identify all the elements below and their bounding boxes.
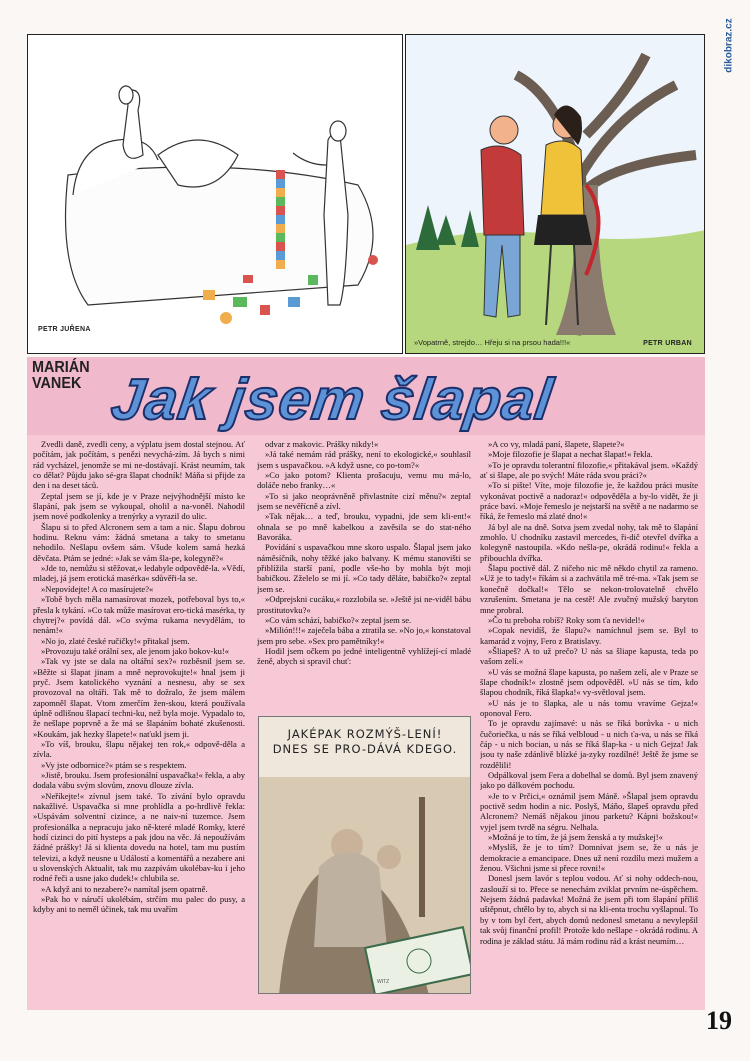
paragraph: »Odprejskni cucáku,« rozzlobila se. »Ještě jsi ne-viděl bábu prostitutovku?« [257,594,471,615]
paragraph: »To je opravdu tolerantní filozofie,« přitakával jsem. »Každý ať si šlape, ale po svých! Máte ráda svou práci?« [480,459,698,481]
paragraph: »Provozuju také orální sex, ale jenom jako bokov-ku!« [41,645,229,656]
article-title: Jak jsem šlapal [107,367,558,432]
cartoon-left-credit: PETR JUŘENA [38,326,91,333]
paragraph: »To si pište! Víte, moje filozofie je, že každou práci musíte vykonávat poctivě a nadoraz!« odpověděla a by-lo vidět, že ji práce baví. »Moje řemeslo je nejstarší na světě a ne nadarmo se říká, že řemeslo má zlaté dno!« [480,480,698,522]
paragraph: »A co vy, mladá paní, šlapete, šlapete?« [488,439,625,449]
paragraph: »Co jako potom? Klienta prošacuju, vemu mu má-lo, doláče nebo franky…« [257,470,471,491]
paragraph: »Moje filozofie je šlapat a nechat šlapat!« řekla. [488,449,653,460]
vintage-photo-illustration [258,716,471,994]
paragraph: Povídání s uspavačkou mne skoro uspalo. Šlapal jsem jako náměsíčník, nohy těžké jako balvany. K mému stanovišti se přiblížila starší paní, podle vše-ho by mohla být moji babičkou. Zželelo se mi jí. »Co tady děláte, babičko?« zeptal jsem se. [257,542,471,594]
paragraph: Já byl ale na dně. Sotva jsem zvedal nohy, tak mě to šlapání zmohlo. U chodníku zastavil mercedes, ři-dič otevřel dvířka a kolegyně nastoupila. »Kdo nešla-pe, okrádá rodinu!« řekla a přibouchla dvířka. [480,521,698,563]
paragraph: »Neříkejte!« zívnul jsem také. To zívání bylo opravdu nakažlivé. Uspavačka si mne prohlídla a po-hrdlivě řekla: »Uspávám solventní cizince, a ne naiv-ní tuzemce. Jsem profesionálka a nepracuju jako ně-které mladé Romky, které hodí cizinci do pití hysteps a pak jdou na věc. Já nepoužívám žádné prášky! Já si klienta dovedu na hotel, tam mu pustím televizi, a když neusne u Událostí a komentářů a nezabere ani u slovenských Aktualit, tak mu zazpívám ukolébav-ku i jeho rodné řeči a usne jako dudek!« chlubila se. [33,790,245,884]
paragraph: Zeptal jsem se jí, kde je v Praze nejvýhodnější místo ke šlapání, pak jsem se vykoupal, oholil a na-voněl. Nahodil jsem nové podkolenky a trenýrky a vyrazil do ulic. [33,490,245,522]
paragraph: »To si jako neoprávněně přivlastníte cizí měnu?« zeptal jsem se nevěřícně a zívl. [257,490,471,512]
article-author [32,360,96,392]
paragraph: Zvedli daně, zvedli ceny, a výplatu jsem dostal stejnou. Ať počítám, jak počítám, s penězi nevychá-zím. Já bych s nimi rád vycházel, jenomže se mi ne-dostávají. Krást neumím, tak co dělat? Půjdu jako sé-gra šlapat chodník! Máňa si přijde za den i na deset táců. [33,439,245,491]
cartoon-right-credit: PETR URBAN [643,340,692,347]
paragraph: »Já také nemám rád prášky, není to ekologické,« souhlasil jsem s uspavačkou. »A když usne, co po-tom?« [257,449,471,470]
paragraph: »Copak nevidíš, že šlapu?« namíchnul jsem se. Byl to kamarád z vojny, Fero z Bratislavy. [480,625,698,646]
paragraph: »Šliapeš? A to už prečo? U nás sa šliape kapusta, teda po vašom zelí.« [480,645,698,667]
paragraph: Odpálkoval jsem Fera a dobelhal se domů. Byl jsem znavený jako po dálkovém pochodu. [480,770,698,791]
paragraph: Hodil jsem očkem po jedné inteligentně vyhlížejí-cí mladé ženě, abych si spravil chuť: [257,645,471,667]
article-column-2 [257,439,471,711]
cartoon-right-caption: »Vopatrně, strejdo… Hřeju si na prsou hada!!!« [414,338,571,347]
paragraph: »Tobě bych měla namasírovat mozek, potřeboval bys to,« přesla k tykání. »Co tak může masírovat ero-tická masérka, ty chytrej?« povídá dál. »Co svýma rukama nevydělám, to nenám!« [33,594,245,636]
paragraph: »Nepovídejte! A co masírujete?« [41,583,154,594]
paragraph: »Jistě, brouku. Jsem profesionální uspavačka!« řekla, a aby dodala vábu svým slovům, znovu dlouze zívla. [33,770,245,791]
paragraph: »A když ani to nezabere?« namítal jsem opatrně. [41,883,208,894]
website-url: dikobraz.cz [723,18,735,73]
paragraph: Šlapu si to před Alcronem sem a tam a nic. Šlapu dobrou hodinu. Reknu vám: žádná smetana a taky to smetanu nehodilo. Nešlapu ovšem sám. Všude kolem samá hezká děvčata. Ptám se jedné: »Jak se vám šla-pe, kolegyně?« [33,521,245,563]
author-first-name: MARIÁN [32,359,90,376]
paragraph: To je opravdu zajímavé: u nás se říká borůvka - u nich čučoriečka, u nás se říká velbloud - u nich ťa-va, u nás se říká čáp - u nich bocian, u nás se říká šlap-ka - u nich Gejza! Jak jsou ty naše zdánlivě blízké ja-zyky rozdílné! Ještě že jsme se rozdělili! [480,718,698,770]
paragraph: »U vás se možná šlape kapusta, po našem zelí, ale v Praze se šlape chodník!« zlostně jsem odpověděl. »U nás se tím, kdo šlapou chodník, říká šlapka!« vy-světloval jsem. [480,666,698,698]
cartoon-right [405,34,705,354]
paragraph: »Pak ho v náručí ukolébám, strčím mu palec do pusy, a kdyby ani to neměl účinek, tak mu uvařím [33,894,245,915]
paragraph: »Tak nějak… a teď, brouku, vypadni, jde sem kli-ent!« ohnala se po mně kabelkou a zavěsila se do stat-ného Bavoráka. [257,511,471,543]
paragraph: »Tak vy jste se dala na oltářní sex?« rozběsnil jsem se. »Běžte si šlapat jinam a mně neprovokujte!« hnal jsem ji pryč. Jsem katolického vyznání a nesnesu, aby se sex provozoval na oltáři. Tak mě to dožralo, že jsem málem zapomněl šlapat. Vtom zmerčím žen-skou, která používala úplně odlišnou šlapací techni-ku, než byla moje. Vypadalo to, že nešlape poprvně a že má se šlapáním bohaté zkušenosti. »Koukám, jak hezky šlapete!« naťukl jsem ji. [33,656,245,739]
paragraph: Šlapu poctivě dál. Z ničeho nic mě někdo chytil za rameno. »Už je to tady!« říkám si a zachvátila mě tré-ma. »Tak jsem se konečně dočkal!« Tělo se nekon-trolovatelně chvělo vzrušením. Smetana je na cestě! Ale zvučný mužský baryton mne probral. [480,563,698,615]
article-column-3 [480,439,698,1007]
paragraph: »Možná je to tím, že já jsem ženská a ty mužskej!« [488,832,663,843]
author-last-name: VANEK [32,375,82,392]
photo-credit: WITZ [377,979,390,985]
paragraph: »Je to v Prčici,« oznámil jsem Máně. »Šlapal jsem opravdu poctivě sedm hodin a nic. Poslyš, Máňo, šlapeš opravdu před Alcronem? Nemáš nějakou jinou parketu? Kápni božskou!« vyjel jsem tvrdě na ségru. Nelhala. [480,790,698,832]
cartoon-left [27,34,403,354]
photo-caption-text: JAKÉPAK ROZMÝŠ-LENÍ! DNES SE PRO-DÁVÁ KDEGO. [272,727,458,756]
website-watermark [723,14,746,84]
article-column-1 [33,439,245,1009]
paragraph: »Čo tu preboha robíš? Roky som ťa nevidel!« [488,614,645,625]
paragraph: »Co vám schází, babičko?« zeptal jsem se. [265,614,412,625]
cartoon-right-drawing [406,35,705,354]
paragraph: »Jde to, nemůžu si stěžovat,« ledabyle odpovědě-la. »Vědí, mladej, já jsem erotická masérka« sdůvěři-la se. [33,563,245,584]
paragraph: »Vy jste odbornice?« ptám se s respektem. [41,759,187,770]
paragraph: »No jo, zlaté české ručičky!« přitakal jsem. [41,635,190,646]
paragraph: odvar z makovic. Prášky nikdy!« [265,439,379,449]
paragraph: »Myslíš, že je to tím? Domnívat jsem se, že u nás je demokracie a emancipace. Dnes už není rozdílu mezi mužem a ženou. Všichni jsme si přece rovni!« [480,842,698,874]
cartoon-left-drawing [28,35,403,354]
paragraph: »U nás je to šlapka, ale u nás tomu vravíme Gejza!« oponoval Fero. [480,697,698,718]
paragraph: »Milión!!!« zaječela bába a ztratila se. »No jo,« konstatoval jsem pro sebe. »Sex pro pamětníky!« [257,625,471,646]
paragraph: Donesl jsem lavór s teplou vodou. Ať si nohy oddech-nou, zaslouží si to. Přece se nenechám zviklat prvním ne-úspěchem. Nejsem žádná padavka! Možná že jsem při tom šlapání příliš uštěpnut, chtělo by to, abych si na kli-enta trochu vyšlapnul. To by v tom byl čert, abych domů nedonesl smetanu a nevylepšil tak svůj finanční profil! Protože kdo nešlape - okrádá rodinu. A rodina je základ státu. Já mám rodinu rád a krást neumím… [480,873,698,946]
paragraph: »To víš, brouku, šlapu nějakej ten rok,« odpově-děla a zívla. [33,738,245,760]
photo-drawing [259,717,471,994]
page-number: 19 [706,1006,732,1035]
